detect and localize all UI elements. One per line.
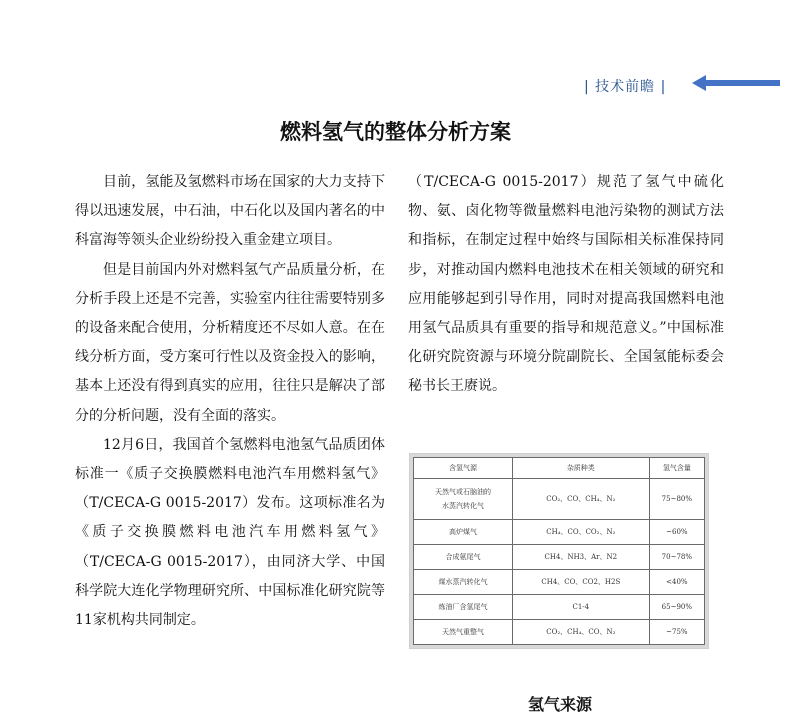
table-cell: <40% (649, 570, 704, 595)
hydrogen-source-table (410, 454, 708, 648)
table-cell: 炼油厂含氢尾气 (414, 595, 513, 620)
paragraph: 12月6日，我国首个氢燃料电池氢气品质团体标准一《质子交换膜燃料电池汽车用燃料氢气》（T/CECA-G 0015-2017）发布。这项标准名为《质子交换膜燃料电池汽车用燃料氢气》（T/CECA-G 0015-2017），由同济大学、中国科学院大连化学物理研究所、中国标准化研究院等11家机构共同制定。 (75, 436, 385, 629)
table-cell: 煤水蒸汽转化气 (414, 570, 513, 595)
table-cell: CH4、NH3、Ar、N2 (512, 545, 649, 570)
table-row (414, 620, 705, 645)
paragraph: 目前，氢能及氢燃料市场在国家的大力支持下得以迅速发展，中石油，中石化以及国内著名的中科富海等领头企业纷纷投入重金建立项目。 (75, 174, 385, 249)
section-tag: | 技术前瞻 | (584, 79, 667, 95)
table-row (414, 570, 705, 595)
table-cell: CO₂、CO、CH₄、N₂ (512, 479, 649, 520)
paragraph: （T/CECA-G 0015-2017）规范了氢气中硫化物、氨、卤化物等微量燃料电池污染物的测试方法和指标，在制定过程中始终与国际相关标准保持同步，对推动国内燃料电池技术在相关领域的研究和应用能够起到引导作用，同时对提高我国燃料电池用氢气品质具有重要的指导和规范意义。”中国标准化研究院资源与环境分院副院长、全国氢能标委会秘书长王赓说。 (408, 174, 724, 395)
table-row (414, 595, 705, 620)
table-cell: CH₄、CO、CO₂、N₂ (512, 520, 649, 545)
table-row (414, 479, 705, 520)
table-row (414, 520, 705, 545)
arrow-left-icon (692, 74, 780, 92)
paragraph: 但是目前国内外对燃料氢气产品质量分析，在分析手段上还是不完善，实验室内往往需要特别多的设备来配合使用，分析精度还不尽如人意。在在线分析方面，受方案可行性以及资金投入的影响，基本上还没有得到真实的应用，往往只是解决了部分的分析问题，没有全面的落实。 (75, 261, 385, 424)
table-cell: 合成氨尾气 (414, 545, 513, 570)
table-cell: CH4、CO、CO2、H2S (512, 570, 649, 595)
table-cell: C1-4 (512, 595, 649, 620)
table-cell: 高炉煤气 (414, 520, 513, 545)
table-row (414, 545, 705, 570)
table-header-row (414, 458, 705, 479)
table-cell: ~60% (649, 520, 704, 545)
table-cell: 70~78% (649, 545, 704, 570)
column-header: 含氢气源 (414, 458, 513, 479)
table-cell: 75~80% (649, 479, 704, 520)
left-column (75, 168, 385, 635)
table-cell: 65~90% (649, 595, 704, 620)
table-cell: CO₂、CH₄、CO、N₂ (512, 620, 649, 645)
article-title: 燃料氢气的整体分析方案 (280, 120, 511, 144)
column-header: 氢气含量 (649, 458, 704, 479)
table-cell: 天然气重整气 (414, 620, 513, 645)
right-column (408, 168, 724, 402)
column-header: 杂质种类 (512, 458, 649, 479)
table-caption: 氢气来源 (527, 695, 592, 714)
table-cell: ~75% (649, 620, 704, 645)
table-cell: 天然气或石脑油的 水蒸汽转化气 (414, 479, 513, 520)
